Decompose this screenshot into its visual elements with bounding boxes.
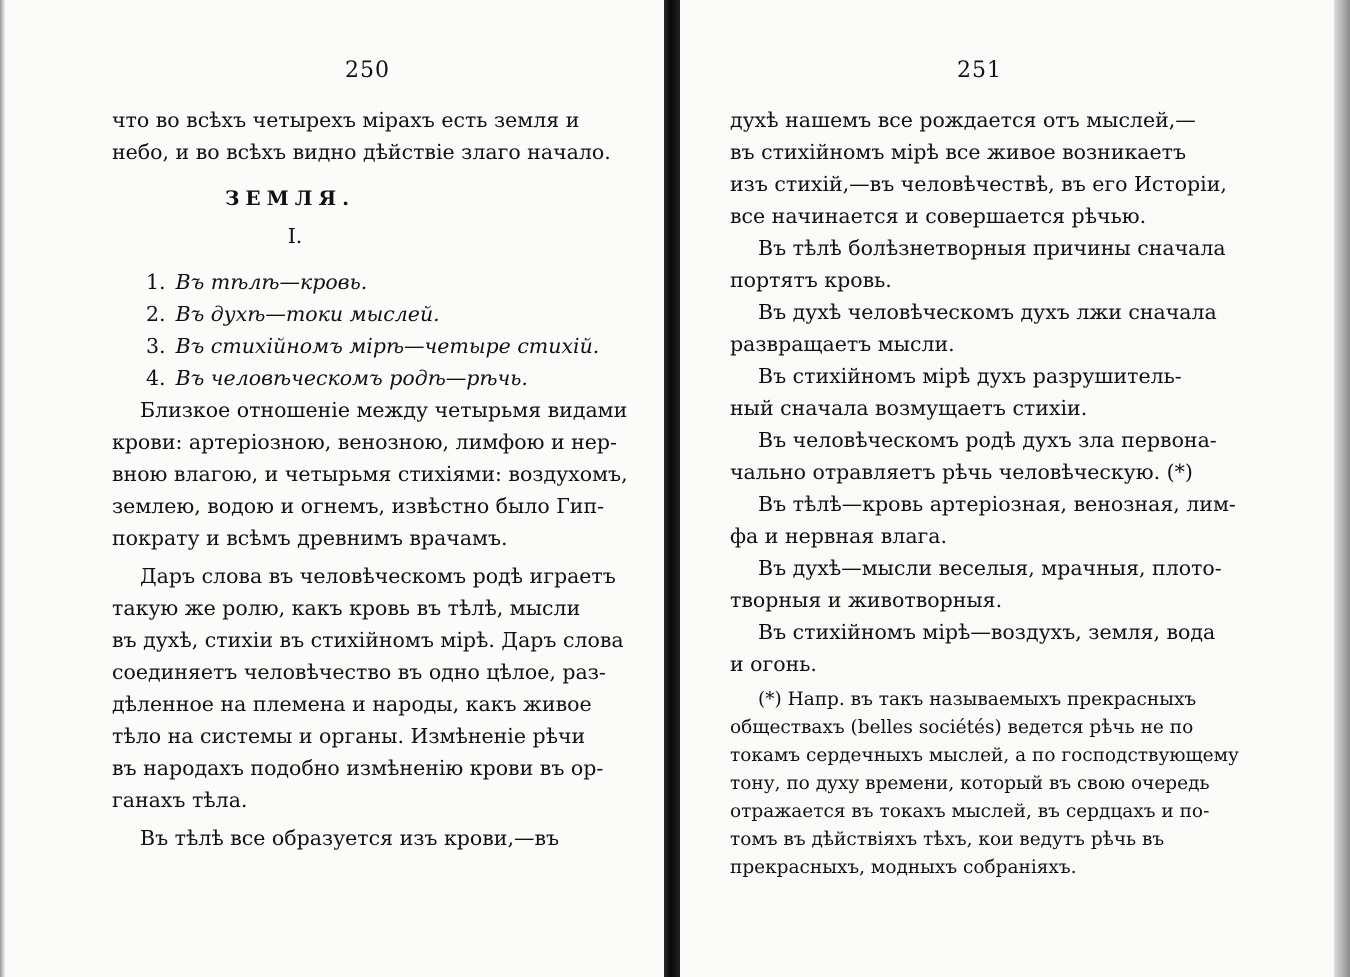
right-page [680, 0, 1350, 977]
text-line: все начинается и совершается рѣчью. [730, 204, 1147, 228]
left-page-edge [0, 0, 5, 977]
list-item: 2. Въ духѣ—токи мыслей. [146, 302, 440, 326]
footnote-line: томъ въ дѣйствіяхъ тѣхъ, кои ведутъ рѣчь въ [730, 829, 1165, 850]
text-line: Въ духѣ человѣческомъ духъ лжи сначала [758, 300, 1217, 324]
text-line: такую же ролю, какъ кровь въ тѣлѣ, мысли [112, 596, 581, 620]
footnote-line: (*) Напр. въ такъ называемыхъ прекрасныхъ [758, 689, 1197, 710]
book-gutter [664, 0, 680, 977]
list-item: 1. Въ тѣлѣ—кровь. [146, 270, 368, 294]
text-line: Въ тѣлѣ все образуется изъ крови,—въ [140, 826, 560, 850]
text-line: изъ стихій,—въ человѣчествѣ, въ его Исторіи, [730, 172, 1227, 196]
text-line: Даръ слова въ человѣческомъ родѣ играетъ [140, 564, 616, 588]
section-number: I. [287, 224, 303, 248]
footnote-line: токамъ сердечныхъ мыслей, а по господствующему [730, 745, 1239, 766]
list-item: 3. Въ стихійномъ мірѣ—четыре стихій. [146, 334, 600, 358]
text-line: пократу и всѣмъ древнимъ врачамъ. [112, 526, 508, 550]
footnote-line: обществахъ (belles sociétés) ведется рѣчь не по [730, 717, 1194, 738]
text-line: соединяетъ человѣчество въ одно цѣлое, раз- [112, 660, 606, 684]
footnote-line: тону, по духу времени, который въ свою очередь [730, 773, 1210, 794]
text-line: Въ стихійномъ мірѣ—воздухъ, земля, вода [758, 620, 1216, 644]
text-line: небо, и во всѣхъ видно дѣйствіе злаго начало. [112, 140, 611, 164]
footnote [730, 686, 1239, 882]
text-line: въ стихійномъ мірѣ все живое возникаетъ [730, 140, 1187, 164]
left-page-number: 250 [345, 58, 390, 83]
text-line: землею, водою и огнемъ, извѣстно было Гип- [112, 494, 605, 518]
right-page-number: 251 [957, 58, 1002, 83]
list-item: 4. Въ человѣческомъ родѣ—рѣчь. [146, 366, 528, 390]
text-line: портятъ кровь. [730, 268, 892, 292]
text-line: Въ тѣлѣ болѣзнетворныя причины сначала [758, 236, 1226, 260]
text-line: тѣло на системы и органы. Измѣненіе рѣчи [112, 724, 586, 748]
text-line: въ духѣ, стихіи въ стихійномъ мірѣ. Даръ слова [112, 628, 624, 652]
text-line: что во всѣхъ четырехъ мірахъ есть земля и [112, 108, 580, 132]
footnote-line: отражается въ токахъ мыслей, въ сердцахъ и по- [730, 801, 1210, 822]
text-line: ганахъ тѣла. [112, 788, 248, 812]
text-line: ный сначала возмущаетъ стихіи. [730, 396, 1088, 420]
text-line: Близкое отношеніе между четырьмя видами [140, 398, 628, 422]
text-line: дѣленное на племена и народы, какъ живое [112, 692, 592, 716]
section-heading: ЗЕМЛЯ. [224, 186, 356, 210]
text-line: въ народахъ подобно измѣненію крови въ ор- [112, 756, 604, 780]
right-page-edge [1334, 0, 1350, 977]
text-line: творныя и животворныя. [730, 588, 1003, 612]
right-text-column [730, 104, 1239, 882]
text-line: развращаетъ мысли. [730, 332, 955, 356]
left-text-column [112, 104, 628, 854]
text-line: духѣ нашемъ все рождается отъ мыслей,— [730, 108, 1196, 132]
text-line: Въ тѣлѣ—кровь артеріозная, венозная, лим- [758, 492, 1236, 516]
text-line: Въ стихійномъ мірѣ духъ разрушитель- [758, 364, 1182, 388]
text-line: и огонь. [730, 652, 817, 676]
left-page [0, 0, 664, 977]
text-line: Въ духѣ—мысли веселыя, мрачныя, плото- [758, 556, 1222, 580]
text-line: чально отравляетъ рѣчь человѣческую. (*) [730, 460, 1193, 484]
text-line: крови: артеріозною, венозною, лимфою и нер- [112, 430, 617, 454]
text-line: вною влагою, и четырьмя стихіями: воздухомъ, [112, 462, 628, 486]
text-line: фа и нервная влага. [730, 524, 948, 548]
footnote-line: прекрасныхъ, модныхъ собраніяхъ. [730, 857, 1077, 878]
text-line: Въ человѣческомъ родѣ духъ зла первона- [758, 428, 1217, 452]
